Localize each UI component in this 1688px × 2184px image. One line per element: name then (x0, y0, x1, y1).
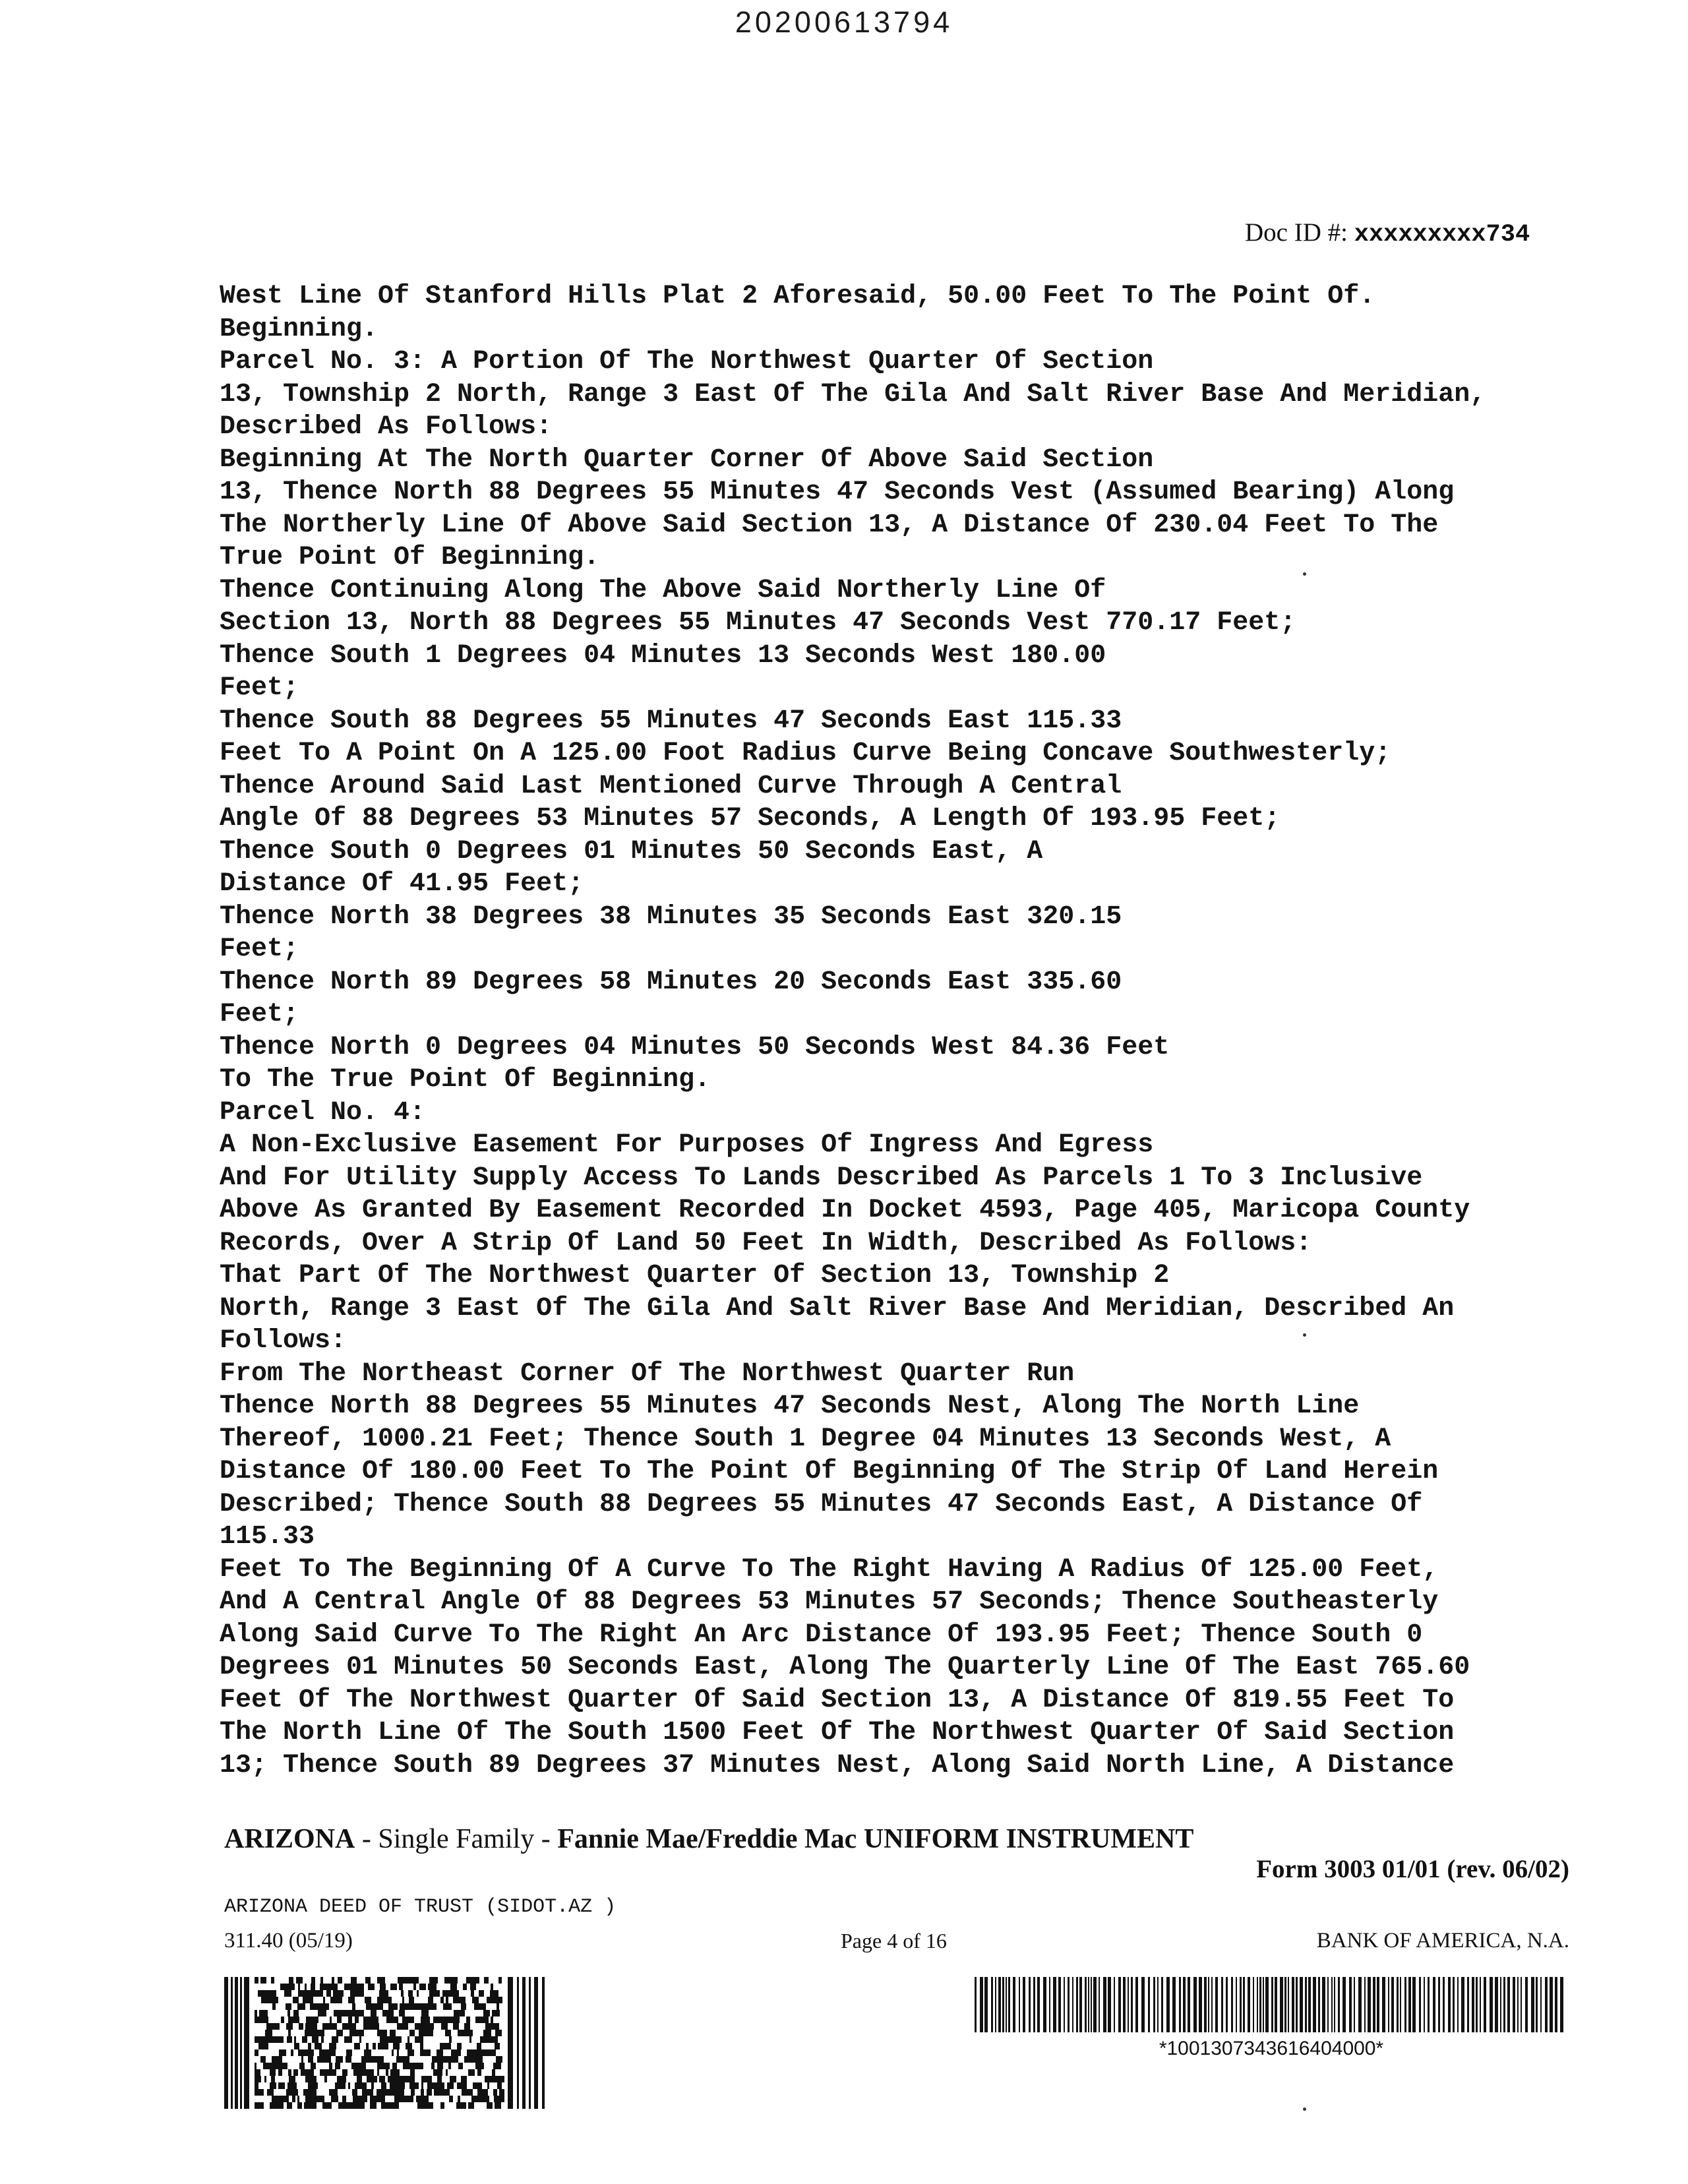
legal-line: Beginning At The North Quarter Corner Of Above Said Section (220, 444, 1154, 475)
legal-line: Thence South 88 Degrees 55 Minutes 47 Seconds East 115.33 (220, 706, 1122, 736)
legal-line: The North Line Of The South 1500 Feet Of The Northwest Quarter Of Said Section (220, 1718, 1455, 1747)
legal-line: From The Northeast Corner Of The Northwest Quarter Run (220, 1358, 1075, 1389)
legal-line: Follows: (220, 1326, 347, 1356)
legal-line: And For Utility Supply Access To Lands Described As Parcels 1 To 3 Inclusive (220, 1163, 1423, 1193)
legal-line: Along Said Curve To The Right An Arc Distance Of 193.95 Feet; Thence South 0 (220, 1620, 1423, 1650)
doc-id-value: xxxxxxxxx734 (1354, 221, 1530, 249)
legal-line: Feet To The Beginning Of A Curve To The Right Having A Radius Of 125.00 Feet, (220, 1554, 1439, 1585)
legal-line: Distance Of 41.95 Feet; (220, 869, 584, 899)
legal-line: Section 13, North 88 Degrees 55 Minutes 47 Seconds Vest 770.17 Feet; (220, 608, 1296, 638)
legal-line: Feet; (220, 934, 299, 964)
legal-line: That Part Of The Northwest Quarter Of Section 13, Township 2 (220, 1261, 1170, 1290)
legal-line: Records, Over A Strip Of Land 50 Feet In Width, Described As Follows: (220, 1228, 1312, 1258)
deed-name: ARIZONA DEED OF TRUST (SIDOT.AZ ) (224, 1896, 617, 1918)
legal-line: Thence South 1 Degrees 04 Minutes 13 Seconds West 180.00 (220, 640, 1106, 671)
doc-id (1245, 218, 1530, 249)
legal-line: West Line Of Stanford Hills Plat 2 Aforesaid, 50.00 Feet To The Point Of. (220, 282, 1375, 311)
legal-line: Thence North 38 Degrees 38 Minutes 35 Seconds East 320.15 (220, 901, 1122, 932)
legal-line: Parcel No. 3: A Portion Of The Northwest Quarter Of Section (220, 347, 1154, 377)
instrument-type: - Single Family - (355, 1824, 558, 1854)
form-revision: 311.40 (05/19) (224, 1929, 353, 1953)
legal-line: Thence North 88 Degrees 55 Minutes 47 Seconds Nest, Along The North Line (220, 1391, 1360, 1421)
legal-line: Beginning. (220, 314, 378, 344)
legal-line: Thence South 0 Degrees 01 Minutes 50 Seconds East, A (220, 836, 1043, 866)
scan-speck (1303, 2108, 1306, 2111)
scan-speck (1303, 572, 1306, 576)
page-number: Page 4 of 16 (841, 1929, 947, 1953)
legal-line: Feet To A Point On A 125.00 Foot Radius Curve Being Concave Southwesterly; (220, 739, 1391, 768)
legal-line: Feet; (220, 673, 299, 703)
legal-line: Thence North 0 Degrees 04 Minutes 50 Seconds West 84.36 Feet (220, 1032, 1170, 1062)
legal-line: Thence Around Said Last Mentioned Curve Through A Central (220, 771, 1122, 801)
legal-line: Parcel No. 4: (220, 1097, 426, 1128)
legal-line: Above As Granted By Easement Recorded In Docket 4593, Page 405, Maricopa County (220, 1196, 1470, 1225)
scan-speck (1303, 1333, 1306, 1337)
legal-line: Angle Of 88 Degrees 53 Minutes 57 Seconds, A Length Of 193.95 Feet; (220, 804, 1281, 834)
uniform-instrument-name: Fannie Mae/Freddie Mac UNIFORM INSTRUMENT (557, 1824, 1194, 1854)
legal-line: The Northerly Line Of Above Said Section 13, A Distance Of 230.04 Feet To The (220, 510, 1439, 540)
legal-line: Thence North 89 Degrees 58 Minutes 20 Seconds East 335.60 (220, 967, 1122, 997)
pdf417-barcode (224, 1977, 547, 2109)
legal-line: Feet Of The Northwest Quarter Of Said Section 13, A Distance Of 819.55 Feet To (220, 1685, 1455, 1715)
legal-line: Described As Follows: (220, 412, 553, 442)
legal-line: 13, Township 2 North, Range 3 East Of The Gila And Salt River Base And Meridian, (220, 379, 1486, 410)
legal-line: North, Range 3 East Of The Gila And Salt River Base And Meridian, Described An (220, 1293, 1455, 1323)
legal-line: And A Central Angle Of 88 Degrees 53 Minutes 57 Seconds; Thence Southeasterly (220, 1587, 1439, 1617)
legal-line: 115.33 (220, 1522, 315, 1552)
barcode-number: *1001307343616404000* (1159, 2038, 1384, 2059)
legal-line: Distance Of 180.00 Feet To The Point Of Beginning Of The Strip Of Land Herein (220, 1457, 1439, 1486)
legal-line: Feet; (220, 1000, 299, 1029)
legal-description (220, 280, 1578, 1782)
state-name: ARIZONA (224, 1824, 355, 1854)
legal-line: Degrees 01 Minutes 50 Seconds East, Along The Quarterly Line Of The East 765.60 (220, 1653, 1470, 1682)
legal-line: 13, Thence North 88 Degrees 55 Minutes 47 Seconds Vest (Assumed Bearing) Along (220, 477, 1455, 507)
legal-line: 13; Thence South 89 Degrees 37 Minutes Nest, Along Said North Line, A Distance (220, 1750, 1455, 1780)
linear-barcode (975, 1977, 1568, 2032)
legal-line: A Non-Exclusive Easement For Purposes Of Ingress And Egress (220, 1130, 1154, 1160)
legal-line: To The True Point Of Beginning. (220, 1065, 711, 1095)
legal-line: Thence Continuing Along The Above Said Northerly Line Of (220, 575, 1106, 605)
legal-line: Thereof, 1000.21 Feet; Thence South 1 Degree 04 Minutes 13 Seconds West, A (220, 1424, 1391, 1454)
instrument-title (224, 1823, 1193, 1855)
legal-line: Described; Thence South 88 Degrees 55 Minutes 47 Seconds East, A Distance Of (220, 1489, 1423, 1519)
lender-name: BANK OF AMERICA, N.A. (1316, 1929, 1569, 1953)
legal-line: True Point Of Beginning. (220, 543, 600, 572)
recording-number: 20200613794 (735, 5, 953, 39)
doc-id-label: Doc ID #: (1245, 218, 1354, 247)
form-number: Form 3003 01/01 (rev. 06/02) (1256, 1855, 1569, 1883)
